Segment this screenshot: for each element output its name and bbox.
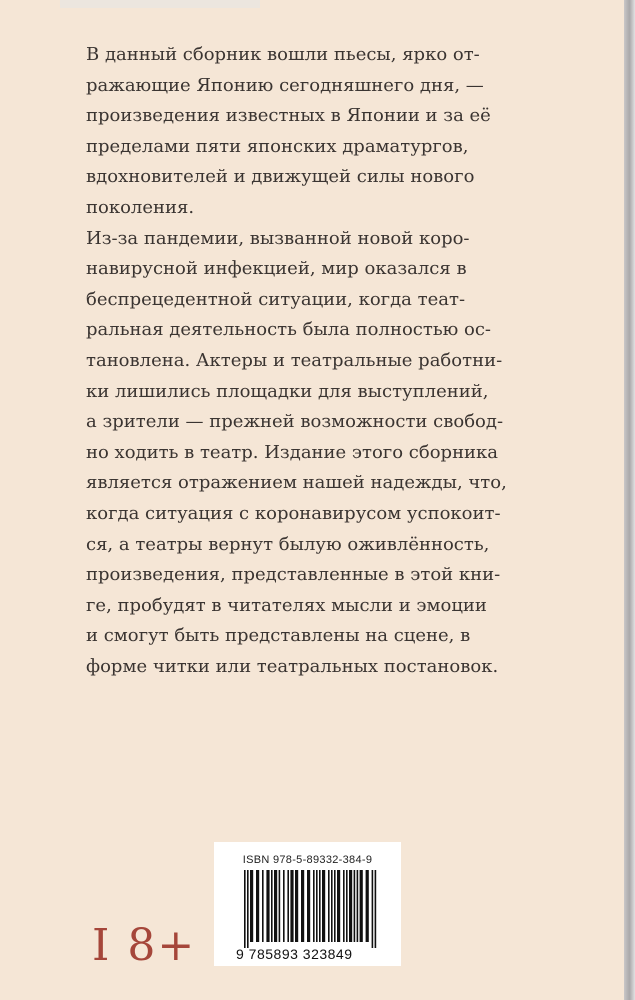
text-line: вдохновителей и движущей силы нового <box>86 166 475 188</box>
text-line: Из-за пандемии, вызванной новой коро- <box>86 227 470 249</box>
text-line: произведения, представленные в этой кни- <box>86 564 501 586</box>
text-line: когда ситуация с коронавирусом успокоит- <box>86 502 501 524</box>
barcode-bar <box>290 870 293 942</box>
text-line: а зрители — прежней возможности свобод- <box>86 411 504 433</box>
barcode-bar <box>274 870 277 942</box>
text-line: В данный сборник вошли пьесы, ярко от- <box>86 44 480 65</box>
text-line: навирусной инфекцией, мир оказался в <box>86 258 467 280</box>
barcode-bar <box>279 870 281 942</box>
barcode-bar <box>366 870 369 942</box>
age-rating-badge: I 8+ <box>92 920 197 971</box>
barcode-bar <box>357 870 359 942</box>
barcode-bar <box>346 870 348 942</box>
text-line: но ходить в театр. Издание этого сборника <box>86 441 499 463</box>
barcode-bar <box>266 870 269 942</box>
barcode-bar <box>262 870 264 942</box>
barcode-bars <box>240 870 380 948</box>
isbn-barcode <box>214 842 401 966</box>
barcode-bar <box>354 870 356 942</box>
top-edge-mark <box>60 0 260 8</box>
barcode-bar <box>319 870 321 942</box>
barcode-bar <box>283 870 285 942</box>
barcode-bar <box>271 870 273 942</box>
text-line: поколения. <box>86 196 195 218</box>
barcode-digits: 9 785893 323849 <box>236 946 353 962</box>
barcode-bar <box>372 870 374 948</box>
barcode-bar <box>247 870 249 948</box>
barcode-bar <box>328 870 330 942</box>
text-line: ки лишились площадки для выступлений, <box>86 380 489 402</box>
barcode-bar <box>256 870 259 942</box>
text-line: произведения известных в Японии и за её <box>86 105 491 127</box>
barcode-bar <box>322 870 325 942</box>
text-line: беспрецедентной ситуации, когда теат- <box>86 288 466 310</box>
text-line: тановлена. Актеры и театральные работни- <box>86 349 503 371</box>
text-line: ральная деятельность была полностью ос- <box>86 319 492 341</box>
barcode-bar <box>295 870 298 942</box>
barcode-bar <box>337 870 340 942</box>
text-line: является отражением нашей надежды, что, <box>86 472 507 494</box>
barcode-bar <box>244 870 246 948</box>
text-line: и смогут быть представлены на сцене, в <box>86 625 471 647</box>
text-line: форме читки или театральных постановок. <box>86 655 499 677</box>
barcode-bar <box>334 870 336 942</box>
blurb-text <box>86 40 526 682</box>
barcode-bar <box>287 870 289 942</box>
barcode-bar <box>375 870 377 948</box>
blurb-paragraph-1 <box>86 40 526 224</box>
barcode-bar <box>360 870 363 942</box>
text-line: ге, пробудят в читателях мысли и эмоции <box>86 594 487 616</box>
barcode-bar <box>313 870 315 942</box>
text-line: ражающие Японию сегодняшнего дня, — <box>86 74 484 96</box>
text-line: пределами пяти японских драматургов, <box>86 135 469 157</box>
barcode-bar <box>316 870 318 942</box>
barcode-bar <box>349 870 352 942</box>
barcode-bar <box>250 870 253 942</box>
isbn-label: ISBN 978-5-89332-384-9 <box>242 854 373 866</box>
barcode-bar <box>343 870 345 942</box>
blurb-paragraph-2 <box>86 224 526 683</box>
barcode-bar <box>307 870 310 942</box>
barcode-bar <box>331 870 333 942</box>
text-line: ся, а театры вернут былую оживлённость, <box>86 533 490 555</box>
barcode-bar <box>301 870 304 942</box>
page-edge <box>624 0 635 1000</box>
